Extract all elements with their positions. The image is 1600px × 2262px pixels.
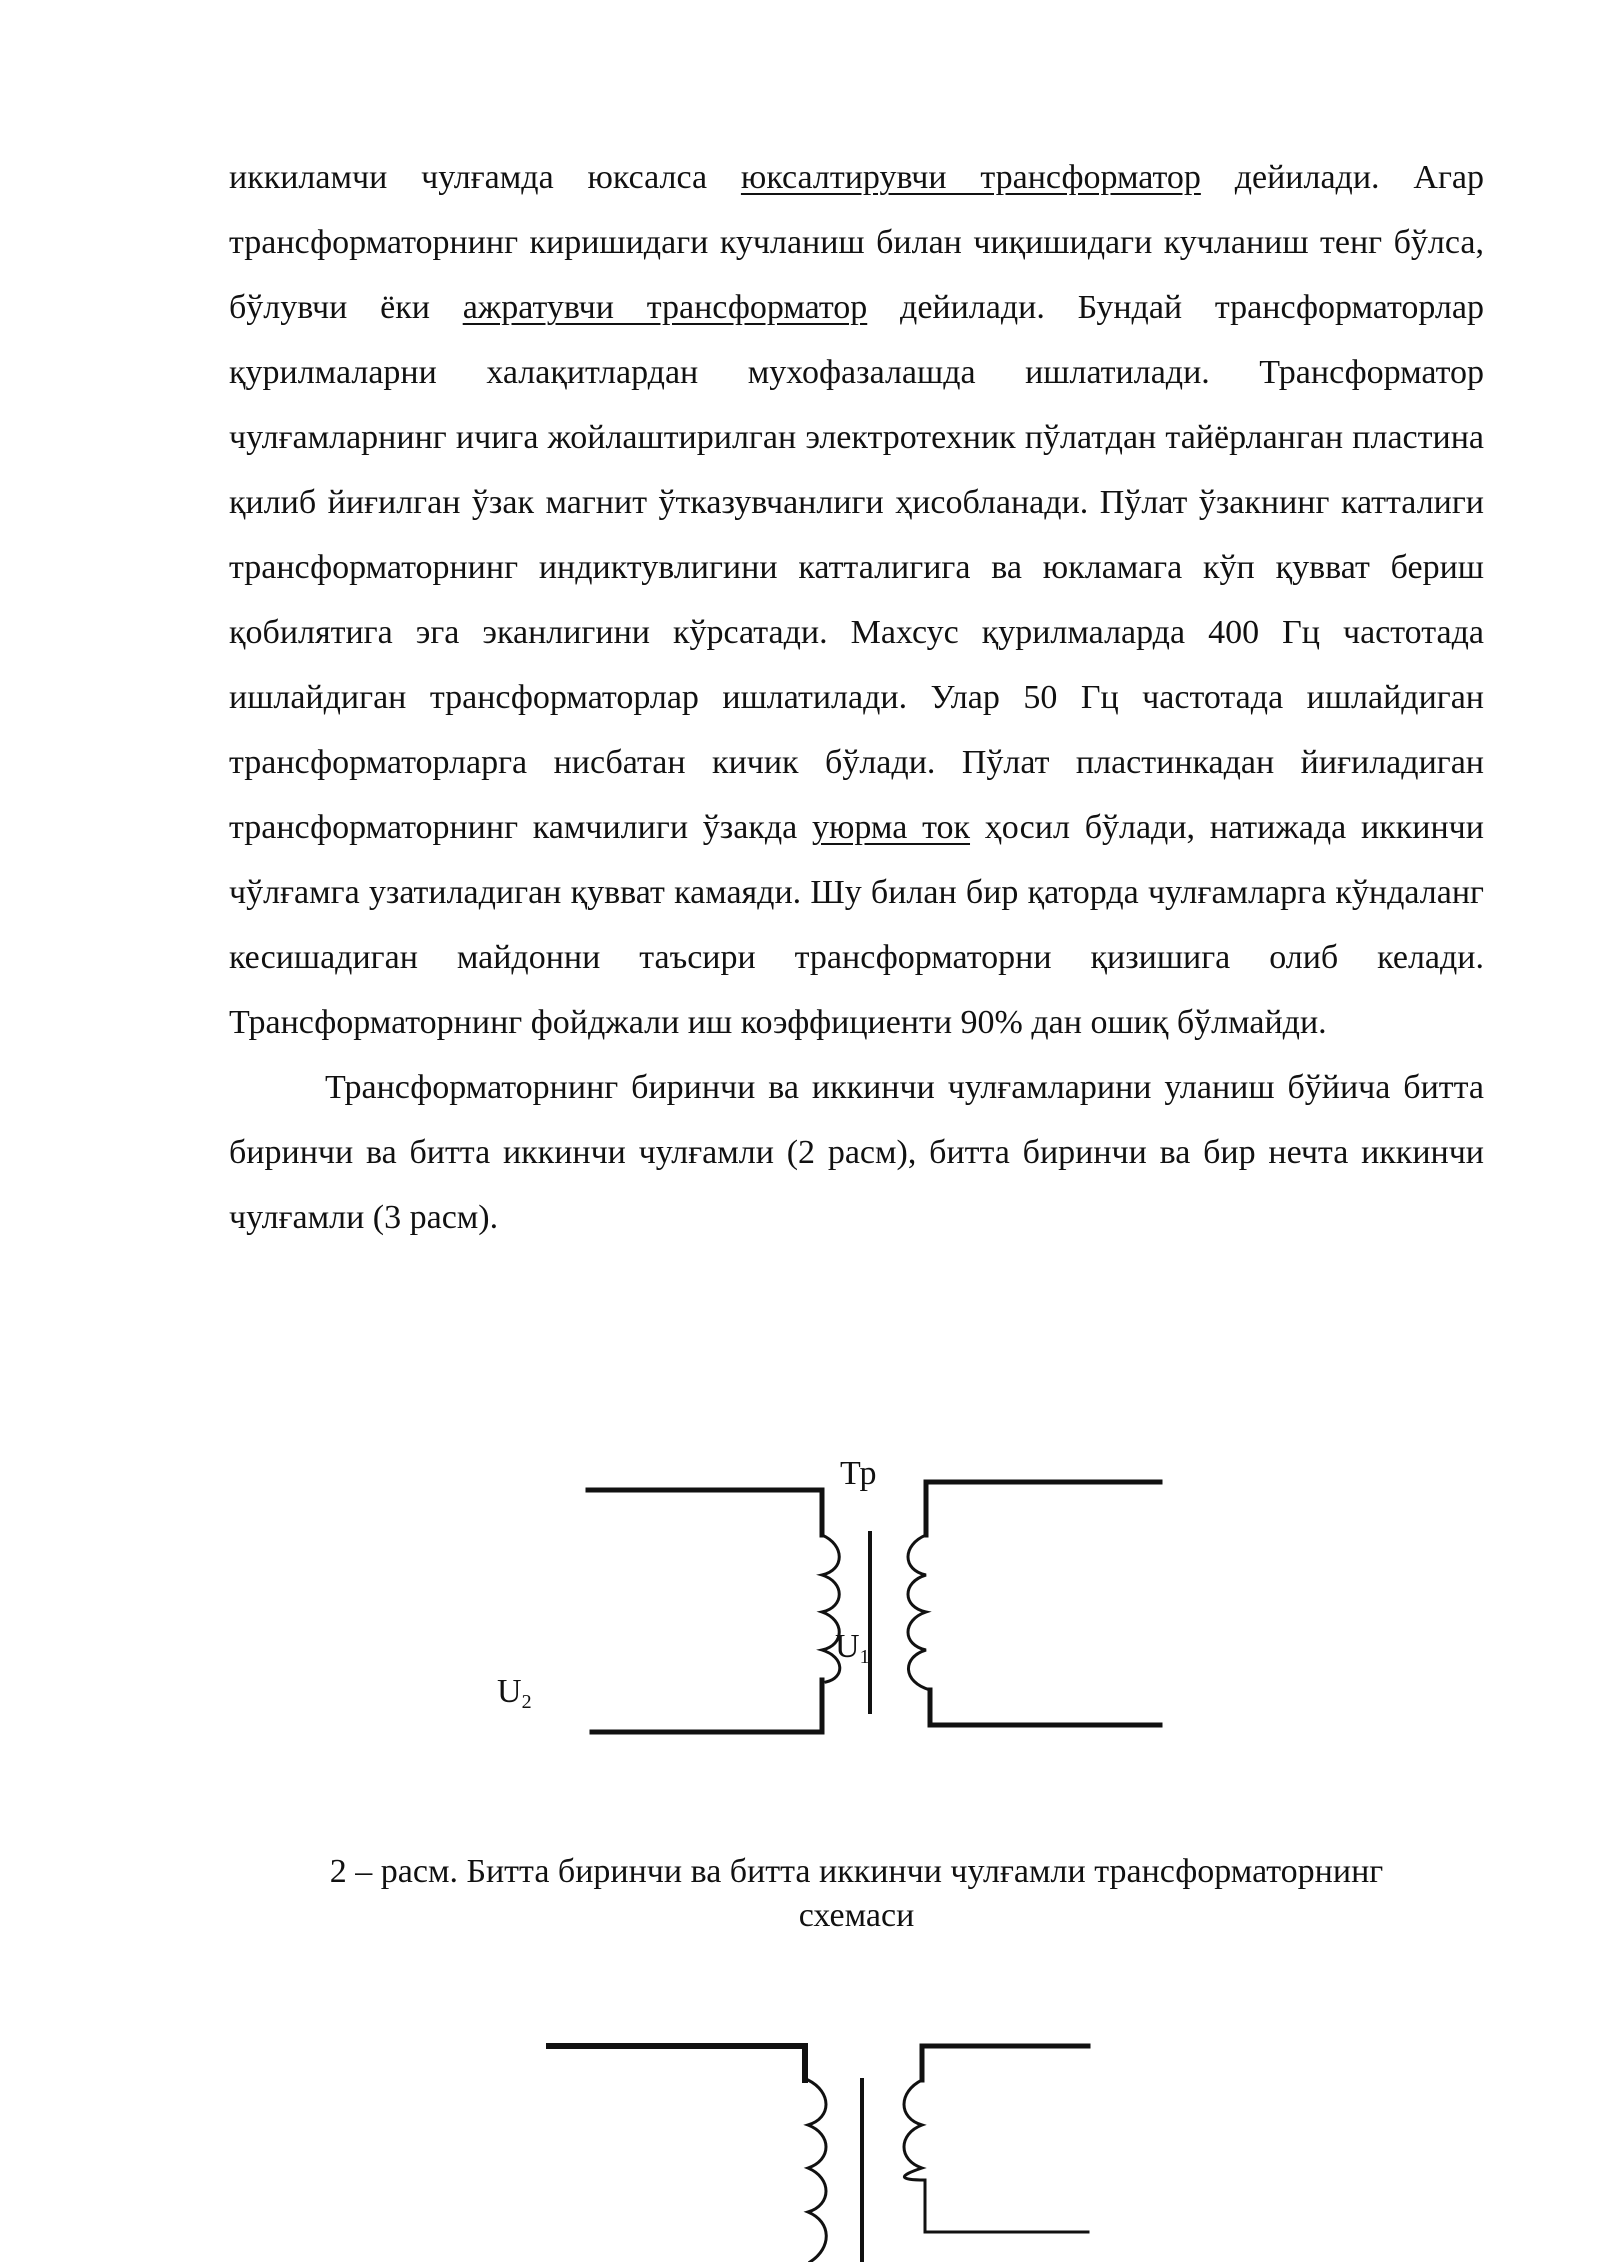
fig3-primary-coil bbox=[808, 2080, 826, 2262]
fig3-primary-top-wire bbox=[549, 2046, 805, 2080]
label-u2 bbox=[497, 1675, 532, 1712]
caption-line-2: схемаси bbox=[798, 1897, 915, 1934]
caption-line-1: 2 – расм. Битта биринчи ва битта иккинчи чулғамли трансформаторнинг bbox=[329, 1853, 1384, 1890]
fig3-secondary-top-wire bbox=[922, 2046, 1088, 2080]
term-link-step-up-transformer[interactable]: юксалтирувчи трансформатор bbox=[740, 159, 1201, 196]
secondary-coil bbox=[908, 1535, 930, 1690]
text-segment: ҳосил бўлади, натижада иккинчи чўлғамга узатиладиган қувват камаяди. Шу билан бир қаторда чулғамларга кўндаланг кесишадиган майдонни таъсири трансформаторни қизишига олиб келади. Трансформаторнинг фойджали иш коэффициенти 90% дан ошиқ бўлмайди. bbox=[229, 809, 1484, 1041]
label-u1 bbox=[835, 1630, 870, 1667]
term-link-isolation-transformer[interactable]: ажратувчи трансформатор bbox=[462, 289, 868, 326]
primary-bottom-wire bbox=[592, 1680, 822, 1732]
label-u1-sub: 1 bbox=[859, 1646, 870, 1668]
text-segment: дейилади. Бундай трансформаторлар қурилмаларни халақитлардан мухофазалашда ишлатилади. Трансформатор чулғамларнинг ичига жойлаштирилган электротехник пўлатдан тайёрланган пластина қилиб йиғилган ўзак магнит ўтказувчанлиги ҳисобланади. Пўлат ўзакнинг катталиги трансформаторнинг индиктувлигини катталигига ва юкламага кўп қувват бериш қобилятига эга эканлигини кўрсатади. Махсус қурилмаларда 400 Гц частотада ишлайдиган трансформаторлар ишлатилади. Улар 50 Гц частотада ишлайдиган трансформаторларга нисбатан кичик бўлади. Пўлат пластинкадан йиғиладиган трансформаторнинг камчилиги ўзакда bbox=[229, 289, 1484, 846]
primary-top-wire bbox=[588, 1490, 822, 1535]
label-transformer-tr bbox=[840, 1457, 876, 1491]
fig3-secondary-mid-wire bbox=[925, 2180, 1088, 2232]
figure-2-caption bbox=[229, 1850, 1484, 1938]
term-link-eddy-current[interactable]: уюрма ток bbox=[812, 809, 971, 846]
label-tr-text: Тр bbox=[840, 1455, 877, 1492]
label-u1-main: U bbox=[835, 1628, 860, 1665]
figure-3-transformer-schematic bbox=[549, 2046, 1088, 2262]
text-segment: иккиламчи чулғамда юксалса bbox=[229, 159, 741, 196]
secondary-bottom-wire bbox=[930, 1690, 1160, 1725]
label-u2-main: U bbox=[497, 1673, 522, 1710]
fig3-secondary-coil bbox=[904, 2080, 925, 2180]
text-segment: дейилади. Агар трансформаторнинг киришидаги кучланиш билан чиқишидаги кучланиш тенг бўлса, бўлувчи ёки bbox=[229, 159, 1484, 326]
paragraph-2: Трансформаторнинг биринчи ва иккинчи чулғамларини уланиш бўйича битта биринчи ва битта иккинчи чулғамли (2 расм), битта биринчи ва бир нечта иккинчи чулғамли (3 расм). bbox=[229, 1069, 1484, 1236]
label-u2-sub: 2 bbox=[521, 1691, 532, 1713]
secondary-top-wire bbox=[926, 1482, 1160, 1535]
